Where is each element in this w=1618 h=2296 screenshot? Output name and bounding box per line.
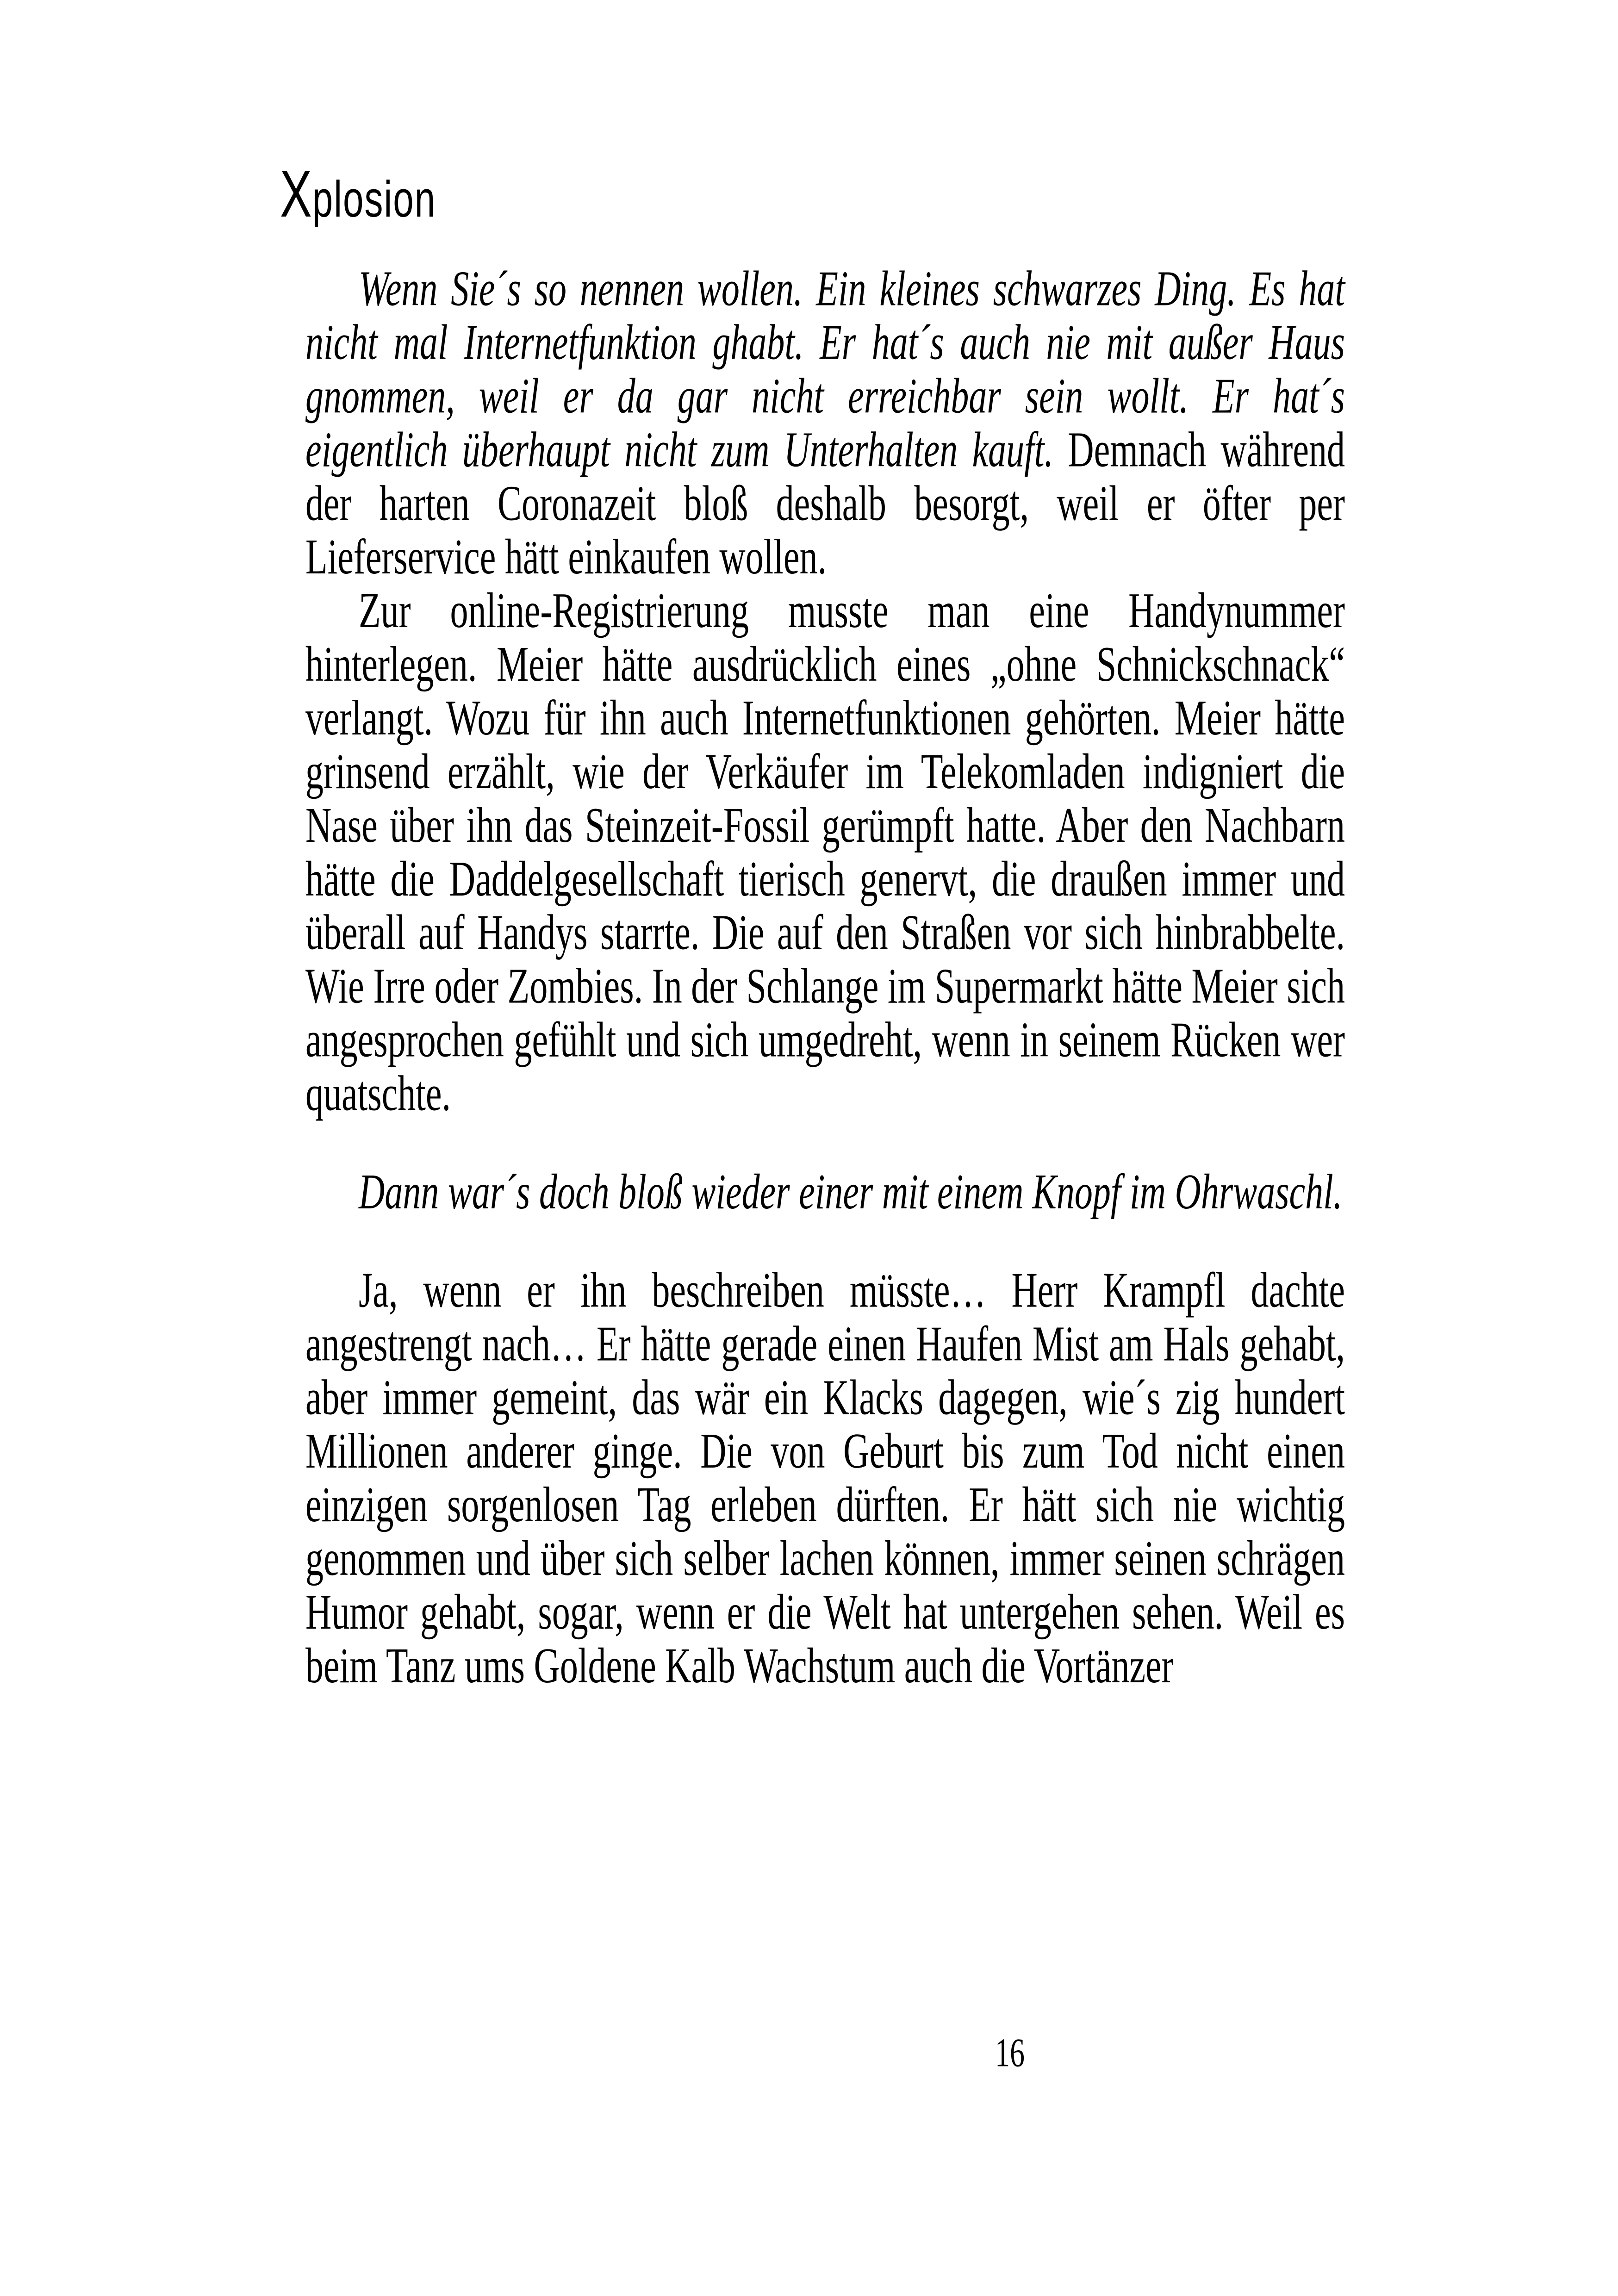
header-title-initial: X [280,157,312,231]
paragraph-phone-description [305,262,1345,584]
paragraph-phone-description-italic-part: Wenn Sie´s so nennen wollen. Ein kleines schwarzes Ding. Es hat nicht mal Internetfunktion ghabt. Er hat´s auch nie mit außer Haus gnommen, weil er da gar nicht erreichbar sein wollt. Er hat´s eigentlich überhaupt nicht zum Unterhalten kauft. [305,261,1345,477]
paragraph-knopf-im-ohrwaschl: Dann war´s doch bloß wieder einer mit einem Knopf im Ohrwaschl. [359,1164,1343,1220]
text-column [305,262,1345,1692]
paragraph-phone-description-roman-part: Demnach während der harten Coronazeit bloß deshalb besorgt, weil er öfter per Lieferservice hätt einkaufen wollen. [305,421,1345,585]
paragraph-online-registration: Zur online-Registrierung musste man eine Handynummer hinterlegen. Meier hätte ausdrücklich eines „ohne Schnickschnack“ verlangt. Wozu für ihn auch Internetfunktionen gehörten. Meier hätte grinsend erzählt, wie der Verkäufer im Telekomladen indigniert die Nase über ihn das Steinzeit-Fossil gerümpft hatte. Aber den Nachbarn hätte die Daddelgesellschaft tierisch genervt, die draußen immer und überall auf Handys starrte. Die auf den Straßen vor sich hinbrabbelte. Wie Irre oder Zombies. In der Schlange im Supermarkt hätte Meier sich angesprochen gefühlt und sich umgedreht, wenn in seinem Rücken wer quatschte. [305,582,1345,1121]
running-header [280,157,436,231]
paragraph-herr-krampfl: Ja, wenn er ihn beschreiben müsste… Herr Krampfl dachte angestrengt nach… Er hätte gerade einen Haufen Mist am Hals gehabt, aber immer gemeint, das wär ein Klacks dagegen, wie´s zig hundert Millionen anderer ginge. Die von Geburt bis zum Tod nicht einen einzigen sorgenlosen Tag erleben dürften. Er hätt sich nie wichtig genommen und über sich selber lachen können, immer seinen schrägen Humor gehabt, sogar, wenn er die Welt hat untergehen sehen. Weil es beim Tanz ums Goldene Kalb Wachstum auch die Vortänzer [305,1262,1345,1693]
page-number: 16 [995,2029,1025,2075]
header-title-rest: plosion [312,170,436,228]
